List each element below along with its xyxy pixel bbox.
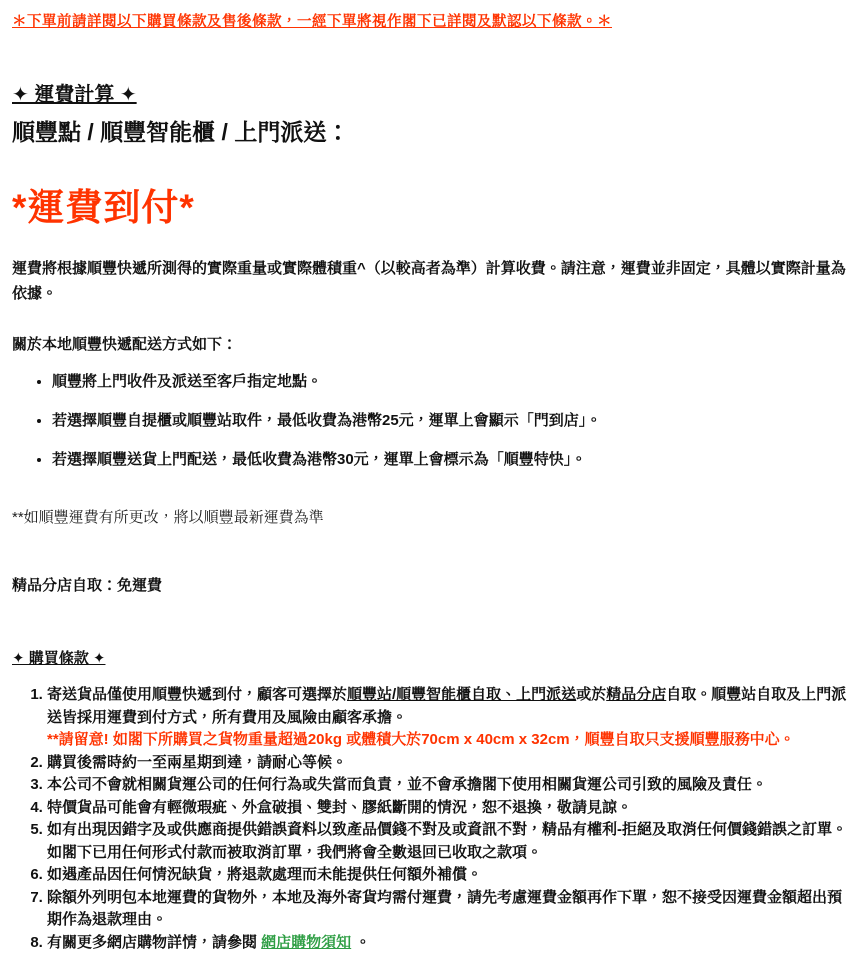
fee-change-note: **如順豐運費有所更改，將以順豐最新運費為準 — [12, 509, 324, 527]
term-text: 除額外列明包本地運費的貨物外，本地及海外寄貨均需付運費，請先考慮運費金額再作下單，恕不接受因運費金額超出預期作為退款理由。 — [47, 888, 843, 929]
term-underlined-text: 精品分店 — [606, 686, 667, 704]
oversize-warning-note: **請留意! 如閣下所購買之貨物重量超過20kg 或體積大於70cm x 40cm x 32cm，順豐自取只支援順豐服務中心。 — [47, 731, 795, 749]
term-text: 購買後需時約一至兩星期到達，請耐心等候。 — [47, 753, 348, 771]
delivery-option-item: • 若選擇順豐送貨上門配送，最低收費為港幣30元，運單上會標示為「順豐特快」。 — [52, 450, 849, 470]
shipping-intro-paragraph: 運費將根據順豐快遞所測得的實際重量或實際體積重^（以較高者為準）計算收費。請注意，運費並非固定，具體以實際計量為依據。 — [12, 260, 846, 302]
purchase-term-item — [47, 864, 849, 887]
purchase-term-item — [47, 932, 849, 955]
term-underlined-text: 順豐站/順豐智能櫃自取、上門派送 — [347, 686, 577, 704]
purchase-terms-heading: ✦ 購買條款 ✦ — [12, 650, 106, 668]
purchase-term-item — [47, 887, 849, 932]
pre-order-notice-banner: ＊下單前請詳閱以下購買條款及售後條款，一經下單將視作閣下已詳閱及默認以下條款。＊ — [12, 14, 612, 30]
term-text: 自取。順豐站自取及上門派送皆採用運費到付方式，所有費用及風險由顧客承擔。 — [47, 686, 847, 726]
term-text: 有關更多網店購物詳情，請參閱 — [47, 933, 262, 951]
term-text: 本公司不會就相關貨運公司的任何行為或失當而負責，並不會承擔閣下使用相關貨運公司引致的風險及責任。 — [47, 776, 768, 794]
shipping-calculation-heading: ✦ 運費計算 ✦ — [12, 84, 137, 106]
term-text: 如有出現因錯字及或供應商提供錯誤資料以致產品價錢不對及或資訊不對，精品有權利-拒絕及取消任何價錢錯誤之訂單。如閣下已用任何形式付款而被取消訂單，我們將會全數退回已收取之款項。 — [47, 821, 848, 861]
term-text: 如遇產品因任何情況缺貨，將退款處理而未能提供任何額外補償。 — [47, 866, 483, 884]
freight-collect-highlight: *運費到付* — [12, 187, 195, 228]
term-text: 特價貨品可能會有輕微瑕疵、外盒破損、雙封、膠紙斷開的情況，恕不退換，敬請見諒。 — [47, 798, 633, 816]
purchase-term-item — [47, 774, 849, 797]
term-text: 寄送貨品僅使用順豐快遞到付，顧客可選擇於 — [47, 686, 348, 704]
delivery-options-subheading: 順豐點 / 順豐智能櫃 / 上門派送： — [12, 119, 350, 145]
purchase-terms-list — [12, 684, 849, 954]
store-pickup-note: 精品分店自取：免運費 — [12, 577, 163, 595]
delivery-methods-label: 關於本地順豐快遞配送方式如下： — [12, 335, 238, 353]
shop-guide-link[interactable]: 網店購物須知 — [261, 933, 352, 951]
delivery-options-list — [12, 372, 849, 471]
term-text: 或於 — [576, 686, 607, 704]
purchase-term-item — [47, 819, 849, 864]
delivery-option-item: • 順豐將上門收件及派送至客戶指定地點。 — [52, 372, 849, 392]
delivery-option-item: • 若選擇順豐自提櫃或順豐站取件，最低收費為港幣25元，運單上會顯示「門到店」。 — [52, 411, 849, 431]
purchase-term-item — [47, 797, 849, 820]
purchase-term-item — [47, 684, 849, 752]
purchase-term-item — [47, 752, 849, 775]
term-text: 。 — [351, 933, 371, 951]
